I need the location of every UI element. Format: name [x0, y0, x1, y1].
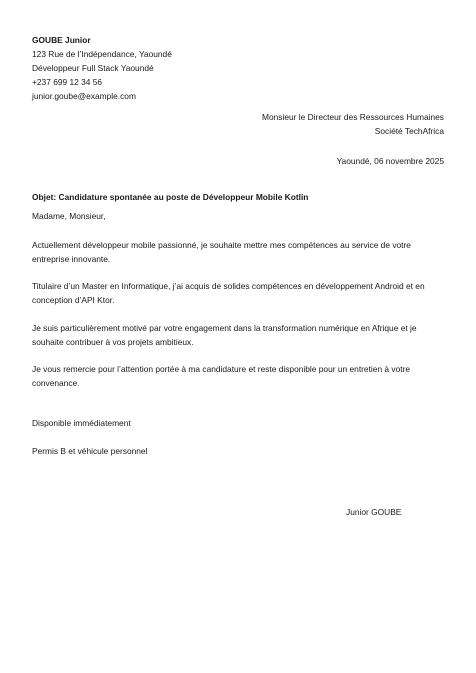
letter-greeting: Madame, Monsieur,: [32, 211, 106, 221]
license-note: Permis B et véhicule personnel: [32, 446, 148, 456]
signature: Junior GOUBE: [346, 507, 402, 517]
sender-name: GOUBE Junior: [32, 35, 91, 45]
body-paragraph: Je suis particulièrement motivé par votre engagement dans la transformation numérique en Afrique et je souhaite contribuer à vos projets ambitieux.: [32, 323, 417, 347]
body-paragraph: Titulaire d’un Master en Informatique, j’ai acquis de solides compétences en développement Android et en conception d’API Ktor.: [32, 281, 425, 305]
sender-role: Développeur Full Stack Yaoundé: [32, 63, 154, 73]
sender-block: [32, 33, 332, 103]
recipient-block: [262, 110, 444, 138]
body-paragraph: Actuellement développeur mobile passionné, je souhaite mettre mes compétences au service de votre entreprise innovante.: [32, 240, 411, 264]
sender-address: 123 Rue de l’Indépendance, Yaoundé: [32, 49, 172, 59]
sender-email: junior.goube@example.com: [32, 91, 136, 101]
letter-date: Yaoundé, 06 novembre 2025: [336, 156, 444, 166]
body-paragraph: Je vous remercie pour l’attention portée à ma candidature et reste disponible pour un entretien à votre convenance.: [32, 364, 411, 388]
recipient-company: Société TechAfrica: [374, 126, 444, 136]
letter-subject: Objet: Candidature spontanée au poste de Développeur Mobile Kotlin: [32, 192, 309, 202]
recipient-title: Monsieur le Directeur des Ressources Humaines: [262, 112, 444, 122]
availability-note: Disponible immédiatement: [32, 418, 131, 428]
sender-phone: +237 699 12 34 56: [32, 77, 103, 87]
